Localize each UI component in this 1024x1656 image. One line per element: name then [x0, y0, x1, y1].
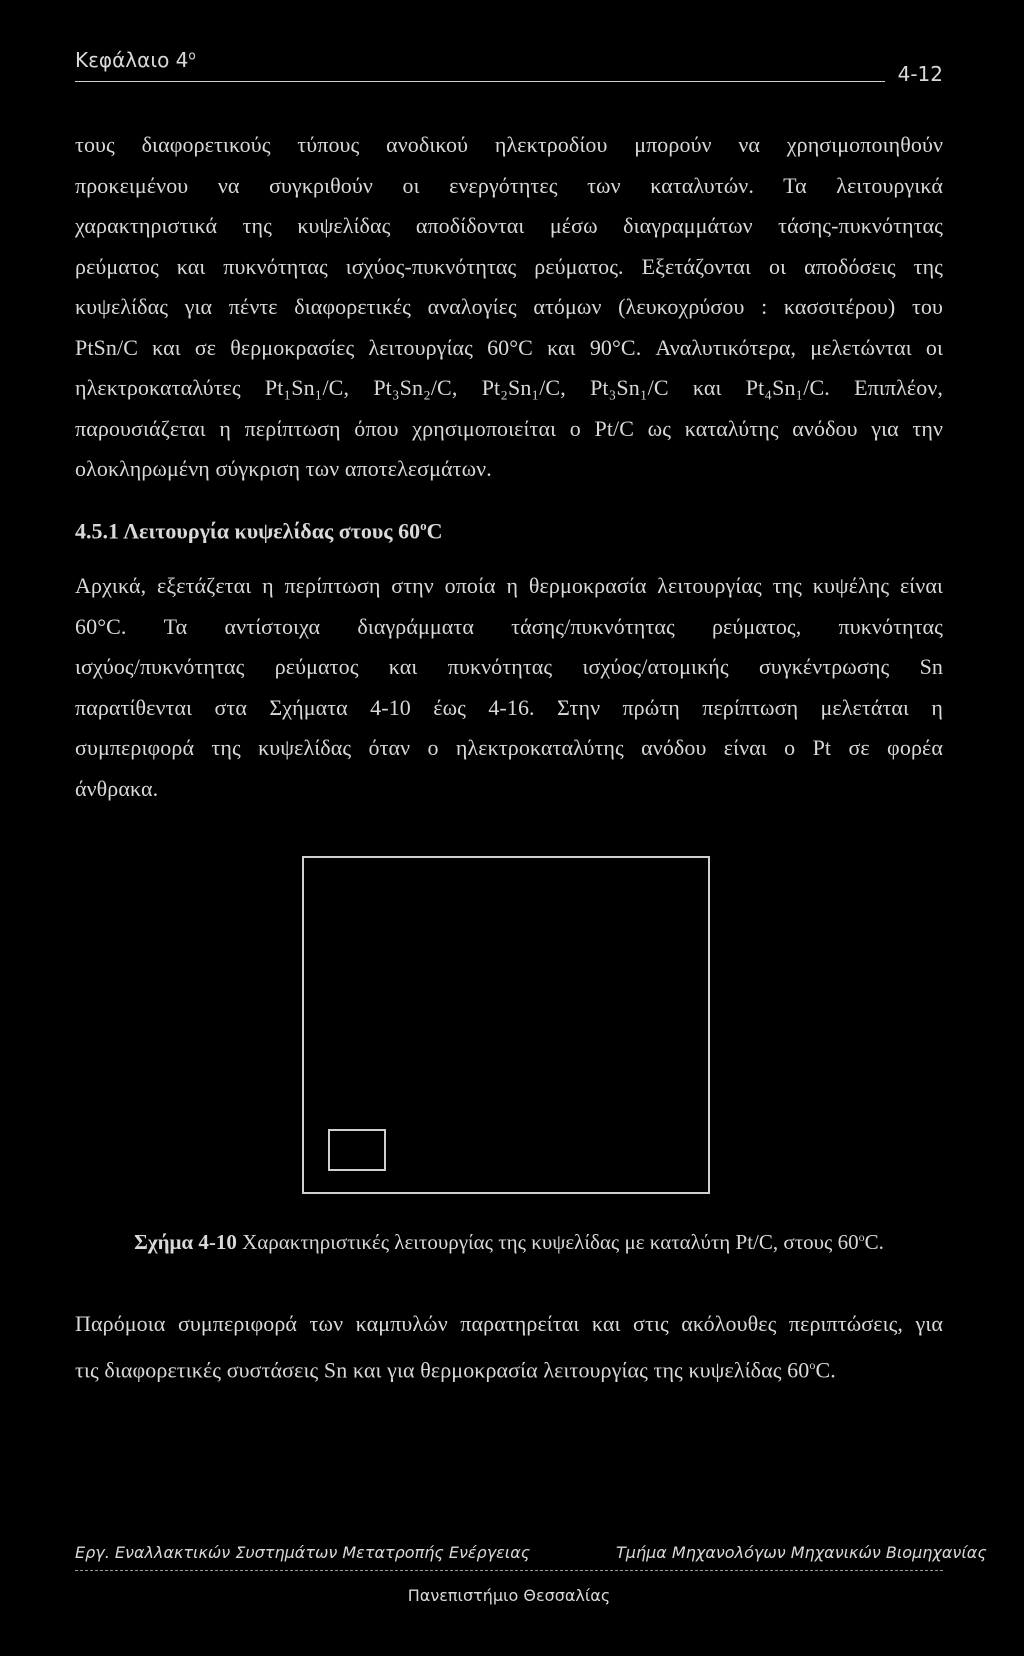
paragraph-line: άνθρακα. [75, 775, 159, 801]
paragraph-intro [75, 125, 943, 490]
footer-lab: Εργ. Εναλλακτικών Συστημάτων Μετατροπής Ενέργειας [75, 1543, 531, 1562]
paragraph-line: προκειμένου να συγκριθούν οι ενεργότητες των καταλυτών. Τα λειτουργικά [75, 172, 943, 198]
paragraph-line: Αρχικά, εξετάζεται η περίπτωση στην οποία η θερμοκρασία λειτουργίας της κυψέλης είναι [75, 573, 943, 598]
paragraph-line: ηλεκτροκαταλύτες Pt₁Sn₁/C, Pt₃Sn₂/C, Pt₂Sn₁/C, Pt₃Sn₁/C και Pt₄Sn₁/C. Επιπλέον, [75, 375, 943, 400]
paragraph-line: κυψελίδας για πέντε διαφορετικές αναλογίες ατόμων (λευκοχρύσου : κασσιτέρου) του [75, 294, 943, 319]
paragraph-line: παρουσιάζεται η περίπτωση όπου χρησιμοποιείται ο Pt/C ως καταλύτης ανόδου για την [75, 415, 943, 441]
paragraph-line: τους διαφορετικούς τύπους ανοδικού ηλεκτροδίου μπορούν να χρησιμοποιηθούν [75, 132, 943, 157]
paragraph-line: συμπεριφορά της κυψελίδας όταν ο ηλεκτροκαταλύτης ανόδου είναι ο Pt σε φορέα [75, 735, 943, 760]
paragraph-closing [75, 1304, 943, 1390]
paragraph-line: ρεύματος και πυκνότητας ισχύος-πυκνότητας ρεύματος. Εξετάζονται οι αποδόσεις της [75, 253, 943, 279]
footer-university: Πανεπιστήμιο Θεσσαλίας [407, 1586, 611, 1605]
paragraph-line: Παρόμοια συμπεριφορά των καμπυλών παρατηρείται και στις ακόλουθες περιπτώσεις, για [75, 1311, 943, 1336]
chapter-title: Κεφάλαιο $4^o$ [75, 48, 196, 72]
paragraph-line: τις διαφορετικές συστάσεις Sn και για θερμοκρασία λειτουργίας της κυψελίδας 60$^o$C. [75, 1356, 836, 1382]
page-header [75, 48, 943, 88]
paragraph-line: PtSn/C και σε θερμοκρασίες λειτουργίας 60°C και 90°C. Αναλυτικότερα, μελετώνται οι [75, 334, 943, 360]
footer-department: Τμήμα Μηχανολόγων Μηχανικών Βιομηχανίας [616, 1543, 987, 1562]
paragraph-line: ισχύος/πυκνότητας ρεύματος και πυκνότητας ισχύος/ατομικής συγκέντρωσης Sn [75, 654, 943, 679]
paragraph-line: 60°C. Τα αντίστοιχα διαγράμματα τάσης/πυκνότητας ρεύματος, πυκνότητας [75, 613, 943, 639]
paragraph-section [75, 566, 943, 809]
paragraph-line: παρατίθενται στα Σχήματα 4-10 έως 4-16. Στην πρώτη περίπτωση μελετάται η [75, 694, 943, 720]
figure-caption: Σχήμα 4-10 Χαρακτηριστικές λειτουργίας της κυψελίδας με καταλύτη Pt/C, στους 60$^o$C. [134, 1230, 884, 1254]
paragraph-line: ολοκληρωμένη σύγκριση των αποτελεσμάτων. [75, 456, 492, 481]
footer-rule [75, 1570, 943, 1571]
header-rule [75, 81, 885, 82]
figure-placeholder [302, 856, 710, 1194]
figure-legend-box [328, 1129, 386, 1171]
section-heading: 4.5.1 Λειτουργία κυψελίδας στους 60$^o$C [75, 518, 443, 544]
paragraph-line: χαρακτηριστικά της κυψελίδας αποδίδονται μέσω διαγραμμάτων τάσης-πυκνότητας [75, 213, 943, 238]
figure-label: Σχήμα 4-10 [134, 1230, 237, 1254]
page-number: 4-12 [897, 62, 943, 86]
